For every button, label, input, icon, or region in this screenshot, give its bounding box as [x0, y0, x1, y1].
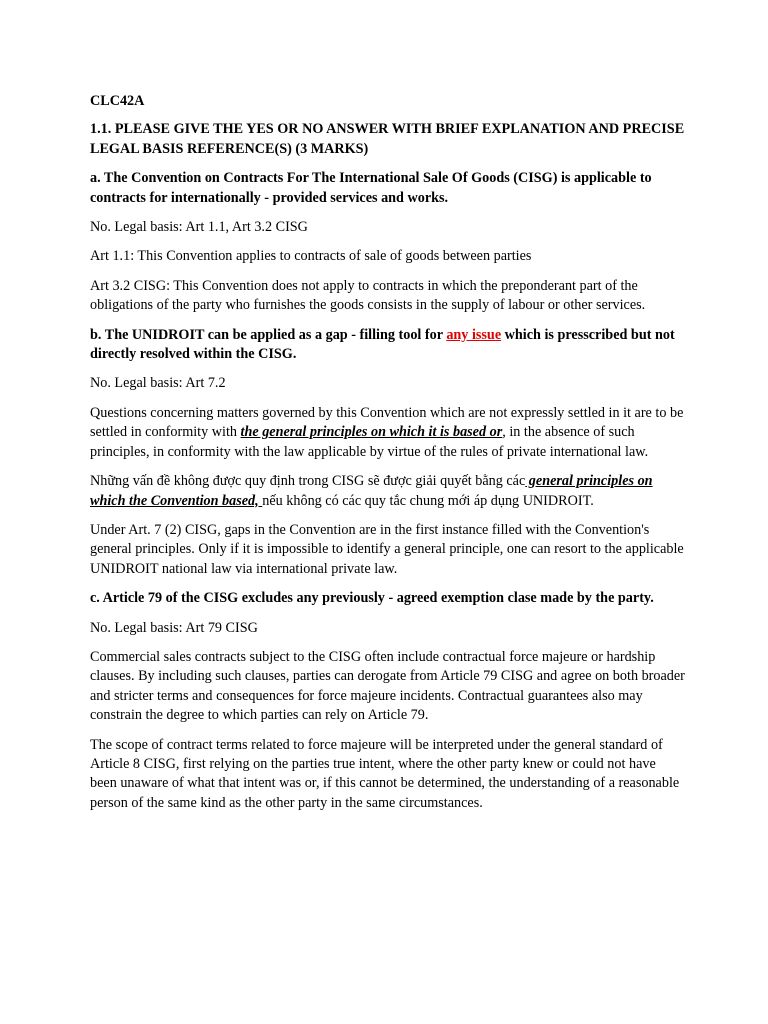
document-code: CLC42A	[90, 93, 145, 109]
answer-c: No. Legal basis: Art 79 CISG	[90, 619, 258, 636]
question-a: a. The Convention on Contracts For The International Sale Of Goods (CISG) is applicable to contracts for internationally - provided services and works.	[90, 170, 652, 206]
question-c: c. Article 79 of the CISG excludes any previously - agreed exemption clase made by the party.	[90, 590, 654, 607]
question-c-paragraph-2: The scope of contract terms related to force majeure will be interpreted under the general standard of Article 8 CISG, first relying on the parties true intent, where the other party knew or could not have been unaware of what that intent was or, if this cannot be determined, the understanding of a reasonable person of the same kind as the other party in the same circumstances.	[90, 736, 680, 811]
para1-part2: , in the absence of such principles, in conformity with the law applicable by virtue of the rules of private international law.	[90, 424, 649, 460]
question-b-paragraph-1	[90, 404, 686, 462]
question-b-part1: b. The UNIDROIT can be applied as a gap - filling tool for	[90, 326, 447, 343]
question-b	[90, 326, 686, 365]
section-heading: 1.1. PLEASE GIVE THE YES OR NO ANSWER WITH BRIEF EXPLANATION AND PRECISE LEGAL BASIS REFERENCE(S) (3 MARKS)	[90, 121, 685, 157]
article-3-2-text: Art 3.2 CISG: This Convention does not apply to contracts in which the preponderant part of the obligations of the party who furnishes the goods consists in the supply of labour or other services.	[90, 277, 646, 314]
para1-emphasis: the general principles on which it is based or	[240, 424, 503, 441]
answer-a: No. Legal basis: Art 1.1, Art 3.2 CISG	[90, 219, 308, 236]
para1-part1: Questions concerning matters governed by this Convention which are not expressly settled in it are to be settled in conformity with	[90, 404, 684, 441]
article-1-1-text: Art 1.1: This Convention applies to contracts of sale of goods between parties	[90, 248, 532, 265]
para2-part1: Những vấn đề không được quy định trong CISG sẽ được giải quyết bằng các	[90, 473, 526, 490]
document-page	[90, 92, 686, 823]
question-b-paragraph-2	[90, 472, 686, 511]
question-b-part2: which is presscribed but not directly resolved within the CISG.	[90, 326, 675, 363]
question-c-paragraph-1: Commercial sales contracts subject to the CISG often include contractual force majeure or hardship clauses. By including such clauses, parties can derogate from Article 79 CISG and agree on both broader and stricter terms and consequences for force majeure incidents. Contractual guarantees also may constrain the degree to which parties can rely on Article 79.	[90, 648, 685, 724]
para2-part2: nếu không có các quy tắc chung mới áp dụng UNIDROIT.	[262, 492, 594, 509]
answer-b: No. Legal basis: Art 7.2	[90, 375, 226, 392]
question-b-paragraph-3: Under Art. 7 (2) CISG, gaps in the Convention are in the first instance filled with the Convention's general principles. Only if it is impossible to identify a general principle, one can resort to the applicable UNIDROIT national law via international private law.	[90, 521, 684, 577]
para2-emphasis: general principles on which the Convention based,	[90, 473, 653, 509]
question-b-highlight: any issue	[446, 326, 502, 343]
